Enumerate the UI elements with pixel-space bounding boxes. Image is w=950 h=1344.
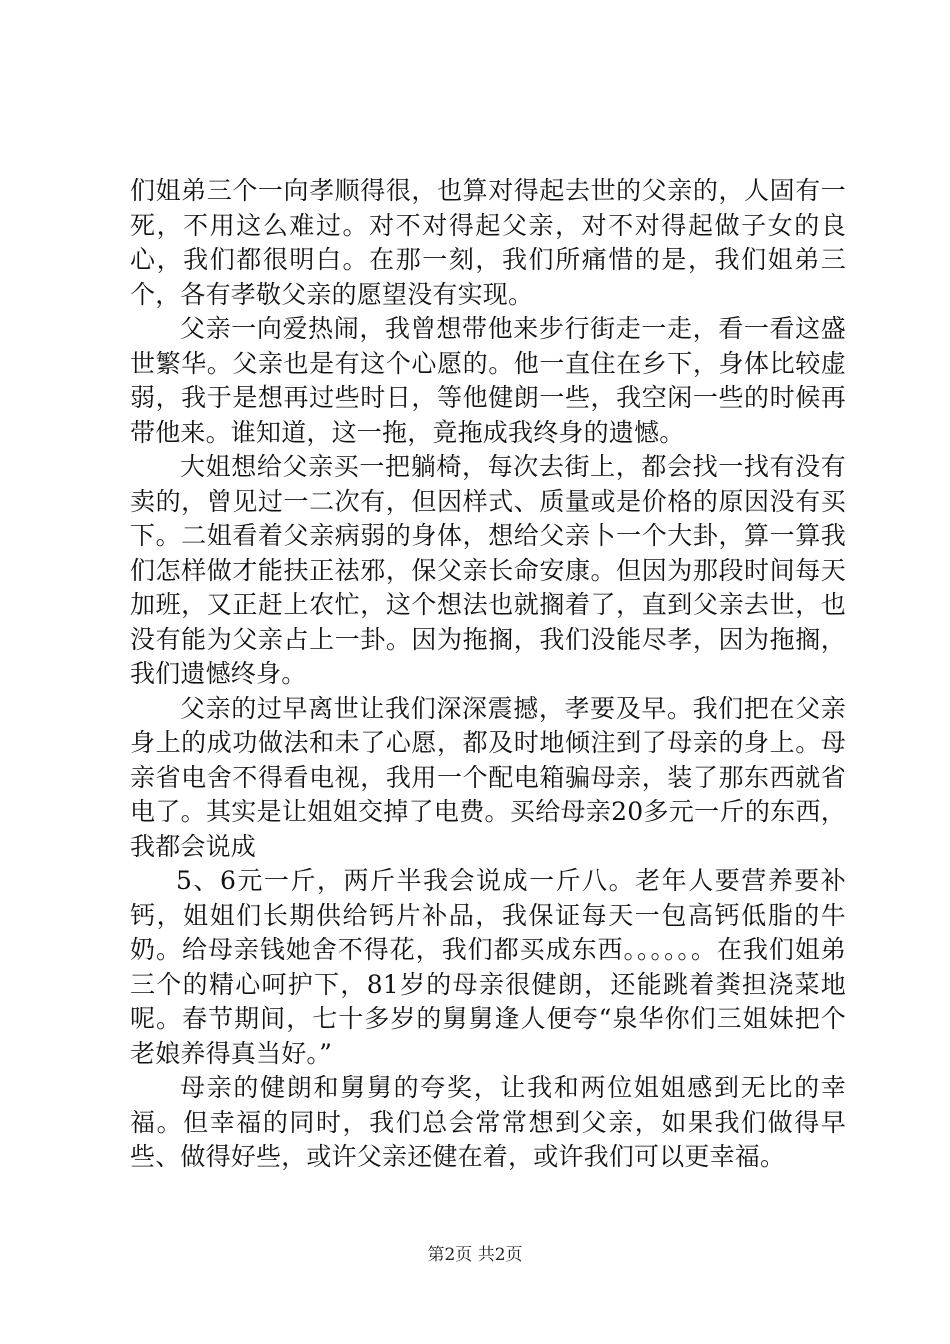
paragraph-sisters-wishes: 大姐想给父亲买一把躺椅，每次去街上，都会找一找有没有卖的，曾见过一二次有，但因样式、质量或是价格的原因没有买下。二姐看着父亲病弱的身体，想给父亲卜一个大卦，算一算我们怎样做才能扶正祛邪，保父亲长命安康。但因为那段时间每天加班，又正赶上农忙，这个想法也就搁着了，直到父亲去世，也没有能为父亲占上一卦。因为拖搁，我们没能尽孝，因为拖搁，我们遗憾终身。 (130, 452, 846, 688)
paragraph-continued: 们姐弟三个一向孝顺得很，也算对得起去世的父亲的，人固有一死，不用这么难过。对不对得起父亲，对不对得起做子女的良心，我们都很明白。在那一刻，我们所痛惜的是，我们姐弟三个，各有孝敬父亲的愿望没有实现。 (130, 176, 846, 309)
paragraph-conclusion: 母亲的健朗和舅舅的夸奖，让我和两位姐姐感到无比的幸福。但幸福的同时，我们总会常常想到父亲，如果我们做得早些、做得好些，或许父亲还健在着，或许我们可以更幸福。 (130, 1073, 846, 1171)
paragraph-mother-health: 5、6元一斤，两斤半我会说成一斤八。老年人要营养要补钙，姐姐们长期供给钙片补品，我保证每天一包高钙低脂的牛奶。给母亲钱她舍不得花，我们都买成东西。。。。。。在我们姐弟三个的精心呵护下，81岁的母亲很健朗，还能跳着粪担浇菜地呢。春节期间，七十多岁的舅舅逢人便夸“泉华你们三姐妹把个老娘养得真当好。” (130, 866, 846, 1068)
paragraph-mother-care: 父亲的过早离世让我们深深震撼，孝要及早。我们把在父亲身上的成功做法和未了心愿，都及时地倾注到了母亲的身上。母亲省电舍不得看电视，我用一个配电箱骗母亲，装了那东西就省电了。其实是让姐姐交掉了电费。买给母亲20多元一斤的东西，我都会说成 (130, 693, 846, 861)
body-text (130, 174, 846, 1175)
paragraph-father-street: 父亲一向爱热闹，我曾想带他来步行街走一走，看一看这盛世繁华。父亲也是有这个心愿的。他一直住在乡下，身体比较虚弱，我于是想再过些时日，等他健朗一些，我空闲一些的时候再带他来。谁知道，这一拖，竟拖成我终身的遗憾。 (130, 314, 846, 447)
page-number-footer: 第2页 共2页 (427, 1245, 523, 1265)
